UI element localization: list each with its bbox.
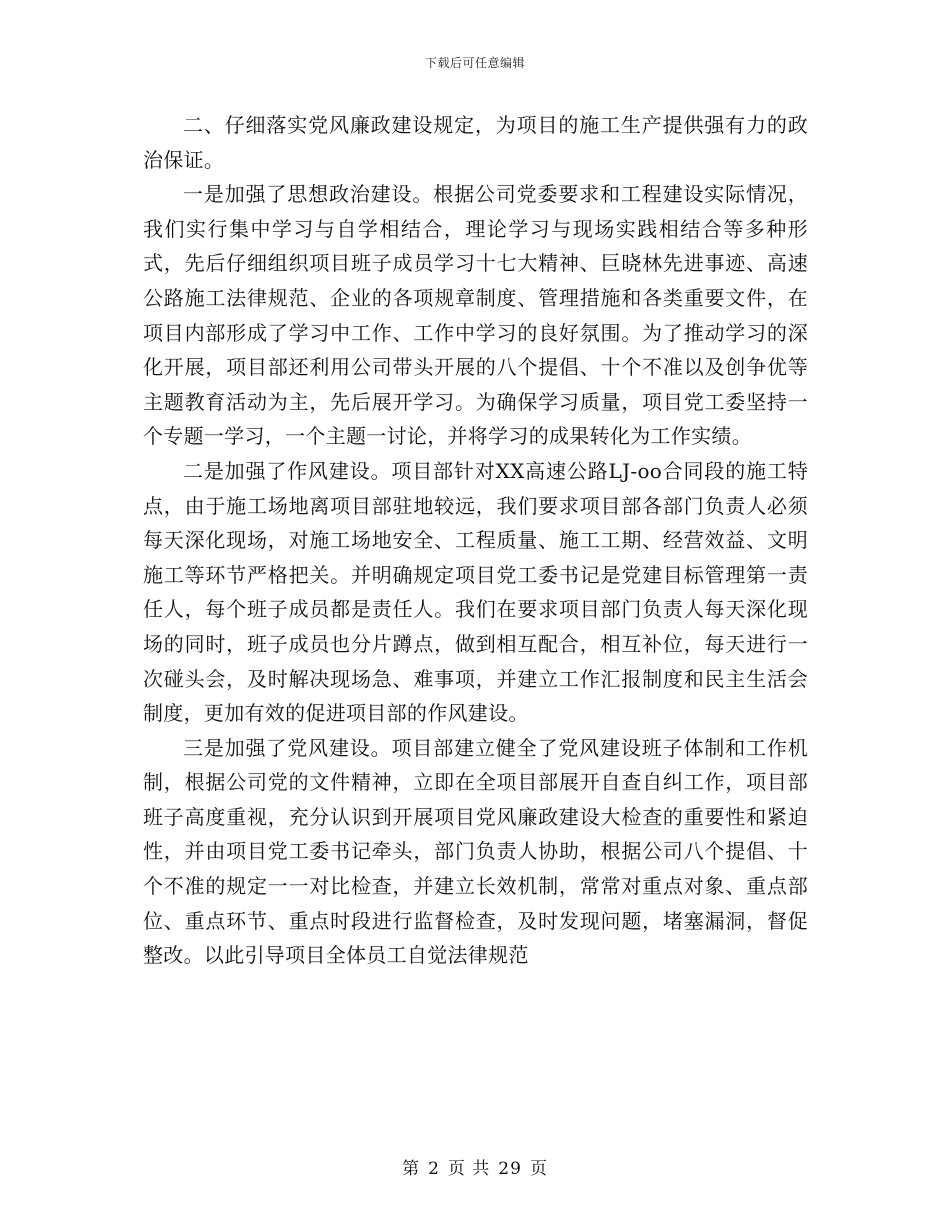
paragraph-work-style-construction: 二是加强了作风建设。项目部针对XX高速公路LJ-oo合同段的施工特点，由于施工场地离项目部驻地较远，我们要求项目部各部门负责人必须每天深化现场，对施工场地安全、工程质量、施工工期、经营效益、文明施工等环节严格把关。并明确规定项目党工委书记是党建目标管理第一责任人，每个班子成员都是责任人。我们在要求项目部门负责人每天深化现场的同时，班子成员也分片蹲点，做到相互配合，相互补位，每天进行一次碰头会，及时解决现场急、难事项，并建立工作汇报制度和民主生活会制度，更加有效的促进项目部的作风建设。 <box>143 458 808 726</box>
footer-suffix: 页 <box>529 1159 548 1179</box>
footer-page-number: 2 <box>428 1159 440 1179</box>
paragraph-party-style-construction: 三是加强了党风建设。项目部建立健全了党风建设班子体制和工作机制，根据公司党的文件精神，立即在全项目部展开自查自纠工作，项目部班子高度重视，充分认识到开展项目党风廉政建设大检查的重要性和紧迫性，并由项目党工委书记牵头，部门负责人协助，根据公司八个提倡、十个不准的规定一一对比检查，并建立长效机制，常常对重点对象、重点部位、重点环节、重点时段进行监督检查，及时发现问题，堵塞漏洞，督促整改。以此引导项目全体员工自觉法律规范 <box>143 735 808 968</box>
paragraph-ideological-construction: 一是加强了思想政治建设。根据公司党委要求和工程建设实际情况，我们实行集中学习与自学相结合，理论学习与现场实践相结合等多种形式，先后仔细组织项目班子成员学习十七大精神、巨晓林先进事迹、高速公路施工法律规范、企业的各项规章制度、管理措施和各类重要文件，在项目内部形成了学习中工作、工作中学习的良好氛围。为了推动学习的深化开展，项目部还利用公司带头开展的八个提倡、十个不准以及创争优等主题教育活动为主，先后展开学习。为确保学习质量，项目党工委坚持一个专题一学习，一个主题一讨论，并将学习的成果转化为工作实绩。 <box>143 182 808 449</box>
page-footer <box>0 1154 950 1179</box>
page-header <box>0 54 950 71</box>
document-body <box>143 108 808 973</box>
footer-total-pages: 29 <box>498 1159 522 1179</box>
footer-prefix: 第 <box>402 1159 421 1179</box>
header-text: 下载后可任意编辑 <box>424 56 525 70</box>
paragraph-section-heading: 二、仔细落实党风廉政建设规定，为项目的施工生产提供强有力的政治保证。 <box>143 113 808 172</box>
footer-middle: 页 共 <box>447 1159 491 1179</box>
